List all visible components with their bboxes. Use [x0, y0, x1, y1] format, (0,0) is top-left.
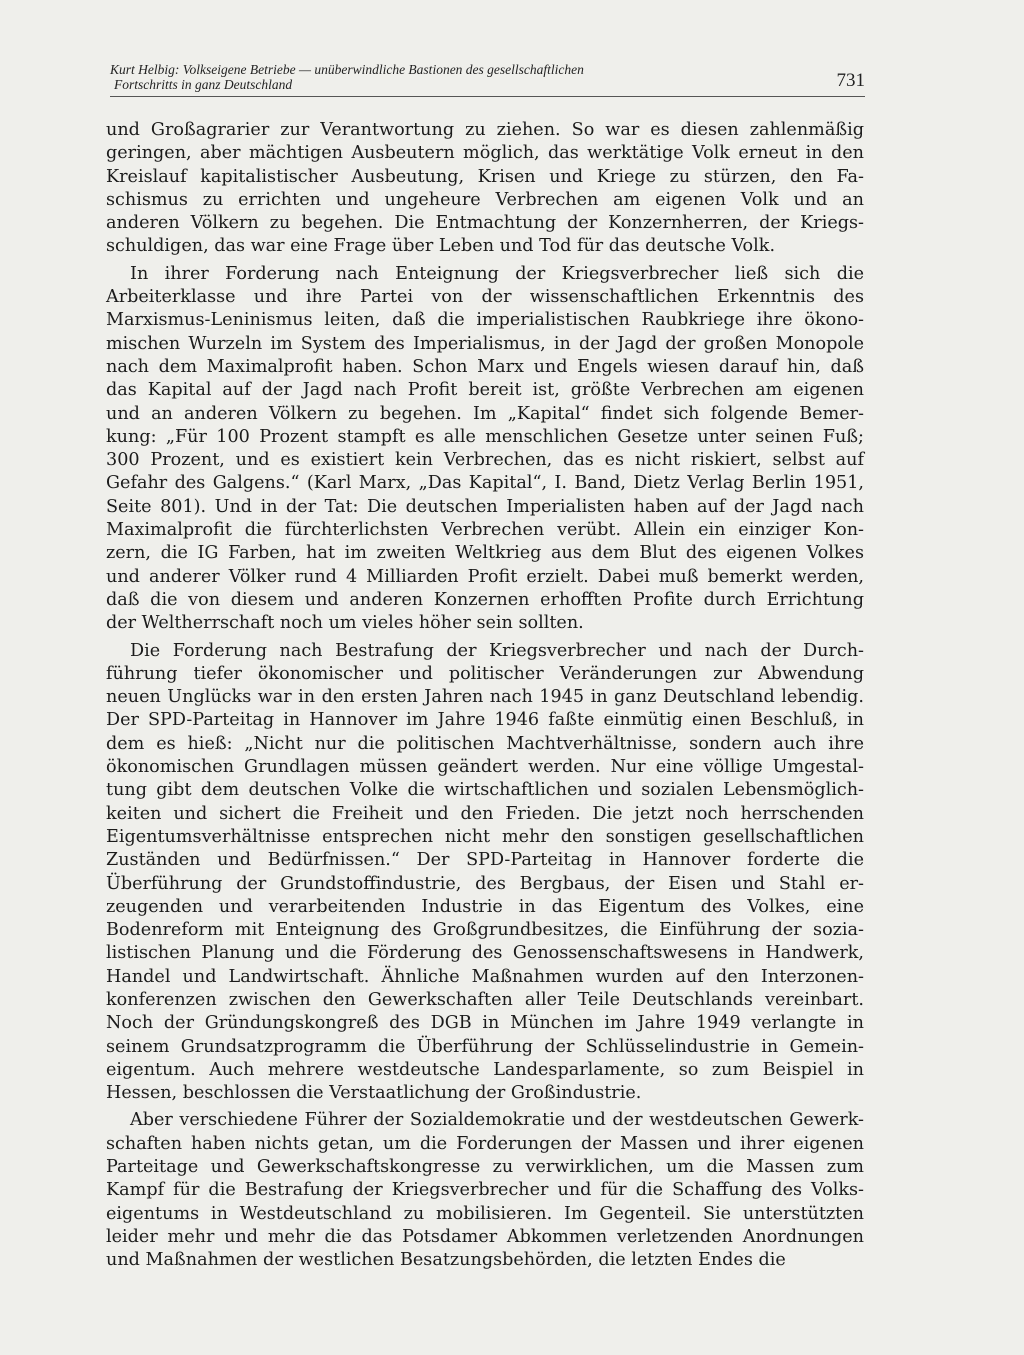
paragraph [106, 1109, 864, 1272]
text-line: und an anderen Völkern zu begehen. Im „Kapital“ findet sich folgende Bemer- [106, 403, 864, 424]
text-line: führung tiefer ökonomischer und politischer Veränderungen zur Abwendung [106, 663, 864, 684]
text-line: geringen, aber mächtigen Ausbeutern möglich, das werktätige Volk erneut in den [106, 143, 864, 164]
text-line: Arbeiterklasse und ihre Partei von der wissenschaftlichen Erkenntnis des [106, 287, 864, 308]
text-line: eigentum. Auch mehrere westdeutsche Landesparlamente, so zum Beispiel in [106, 1059, 864, 1080]
text-line: kung: „Für 100 Prozent stampft es alle menschlichen Gesetze unter seinen Fuß; [106, 426, 864, 447]
running-title-line: Fortschritts in ganz Deutschland [114, 77, 293, 92]
text-line: tung gibt dem deutschen Volke die wirtschaftlichen und sozialen Lebensmöglich- [106, 780, 864, 801]
text-line: Bodenreform mit Enteignung des Großgrundbesitzes, die Einführung der sozia- [106, 920, 864, 941]
paragraph [106, 119, 864, 259]
paragraph [106, 640, 864, 1106]
text-line: schaften haben nichts getan, um die Forderungen der Massen und ihrer eigenen [106, 1133, 864, 1154]
text-line: Hessen, beschlossen die Verstaatlichung der Großindustrie. [106, 1083, 642, 1104]
text-line: ökonomischen Grundlagen müssen geändert werden. Nur eine völlige Umgestal- [106, 757, 864, 778]
paragraph [106, 263, 864, 636]
text-line: Der SPD-Parteitag in Hannover im Jahre 1946 faßte einmütig einen Beschluß, in [106, 710, 864, 731]
text-line: Kreislauf kapitalistischer Ausbeutung, Krisen und Kriege zu stürzen, den Fa- [106, 166, 864, 187]
text-line: mischen Wurzeln im System des Imperialismus, in der Jagd der großen Monopole [106, 333, 864, 354]
text-line: und anderer Völker rund 4 Milliarden Profit erzielt. Dabei muß bemerkt werden, [106, 566, 864, 587]
text-line: zeugenden und verarbeitenden Industrie in das Eigentum des Volkes, eine [106, 896, 864, 917]
text-line: der Weltherrschaft noch um vieles höher sein sollten. [106, 613, 584, 634]
text-line: Marxismus-Leninismus leiten, daß die imperialistischen Raubkriege ihre ökono- [106, 310, 864, 331]
text-line: und Großagrarier zur Verantwortung zu ziehen. So war es diesen zahlenmäßig [106, 120, 864, 140]
page-number: 731 [836, 70, 865, 91]
text-line: das Kapital auf der Jagd nach Profit bereit ist, größte Verbrechen am eigenen [106, 380, 864, 401]
text-line: Maximalprofit die fürchterlichsten Verbrechen verübt. Allein ein einziger Kon- [106, 520, 864, 541]
text-line: Handel und Landwirtschaft. Ähnliche Maßnahmen wurden auf den Interzonen- [106, 966, 864, 987]
text-line: nach dem Maximalprofit haben. Schon Marx und Engels wiesen darauf hin, daß [106, 356, 864, 377]
text-line: Gefahr des Galgens.“ (Karl Marx, „Das Kapital“, I. Band, Dietz Verlag Berlin 1951, [106, 473, 864, 494]
text-line: Aber verschiedene Führer der Sozialdemokratie und der westdeutschen Gewerk- [130, 1110, 864, 1131]
text-line: neuen Unglücks war in den ersten Jahren nach 1945 in ganz Deutschland lebendig. [106, 687, 864, 708]
text-line: Überführung der Grundstoffindustrie, des Bergbaus, der Eisen und Stahl er- [106, 873, 864, 894]
text-line: Kampf für die Bestrafung der Kriegsverbrecher und für die Schaffung des Volks- [106, 1180, 864, 1201]
text-line: seinem Grundsatzprogramm die Überführung der Schlüsselindustrie in Gemein- [106, 1036, 864, 1057]
text-line: eigentums in Westdeutschland zu mobilisieren. Im Gegenteil. Sie unterstützten [106, 1203, 864, 1224]
body-text [106, 119, 864, 1277]
text-line: Eigentumsverhältnisse entsprechen nicht mehr den sonstigen gesellschaftlichen [106, 826, 864, 847]
text-line: konferenzen zwischen den Gewerkschaften aller Teile Deutschlands vereinbart. [106, 989, 864, 1010]
text-line: schismus zu errichten und ungeheure Verbrechen am eigenen Volk und an [106, 189, 864, 210]
text-line: Noch der Gründungskongreß des DGB in München im Jahre 1949 verlangte in [106, 1013, 864, 1034]
text-line: zern, die IG Farben, hat im zweiten Weltkrieg aus dem Blut des eigenen Volkes [106, 543, 864, 564]
text-line: Die Forderung nach Bestrafung der Kriegsverbrecher und nach der Durch- [130, 640, 864, 661]
text-line: daß die von diesem und anderen Konzernen erhofften Profite durch Errichtung [106, 589, 864, 610]
text-line: Zuständen und Bedürfnissen.“ Der SPD-Parteitag in Hannover forderte die [106, 850, 864, 871]
text-line: schuldigen, das war eine Frage über Leben und Tod für das deutsche Volk. [106, 236, 776, 257]
text-line: leider mehr und mehr die das Potsdamer Abkommen verletzenden Anordnungen [106, 1226, 864, 1247]
running-header [110, 62, 865, 98]
running-title-line: Kurt Helbig: Volkseigene Betriebe — unüberwindliche Bastionen des gesellschaftlichen [110, 62, 584, 77]
text-line: Seite 801). Und in der Tat: Die deutschen Imperialisten haben auf der Jagd nach [106, 496, 864, 517]
text-line: listischen Planung und die Förderung des Genossenschaftswesens in Handwerk, [106, 943, 864, 964]
text-line: und Maßnahmen der westlichen Besatzungsbehörden, die letzten Endes die [106, 1250, 786, 1271]
header-divider [110, 96, 865, 97]
text-line: anderen Völkern zu begehen. Die Entmachtung der Konzernherren, der Kriegs- [106, 213, 864, 234]
text-line: 300 Prozent, und es existiert kein Verbrechen, das es nicht riskiert, selbst auf [106, 450, 864, 471]
text-line: keiten und sichert die Freiheit und den Frieden. Die jetzt noch herrschenden [106, 803, 864, 824]
text-line: dem es hieß: „Nicht nur die politischen Machtverhältnisse, sondern auch ihre [106, 733, 864, 754]
text-line: In ihrer Forderung nach Enteignung der Kriegsverbrecher ließ sich die [130, 263, 864, 284]
running-title [110, 62, 584, 92]
text-line: Parteitage und Gewerkschaftskongresse zu verwirklichen, um die Massen zum [106, 1157, 864, 1178]
